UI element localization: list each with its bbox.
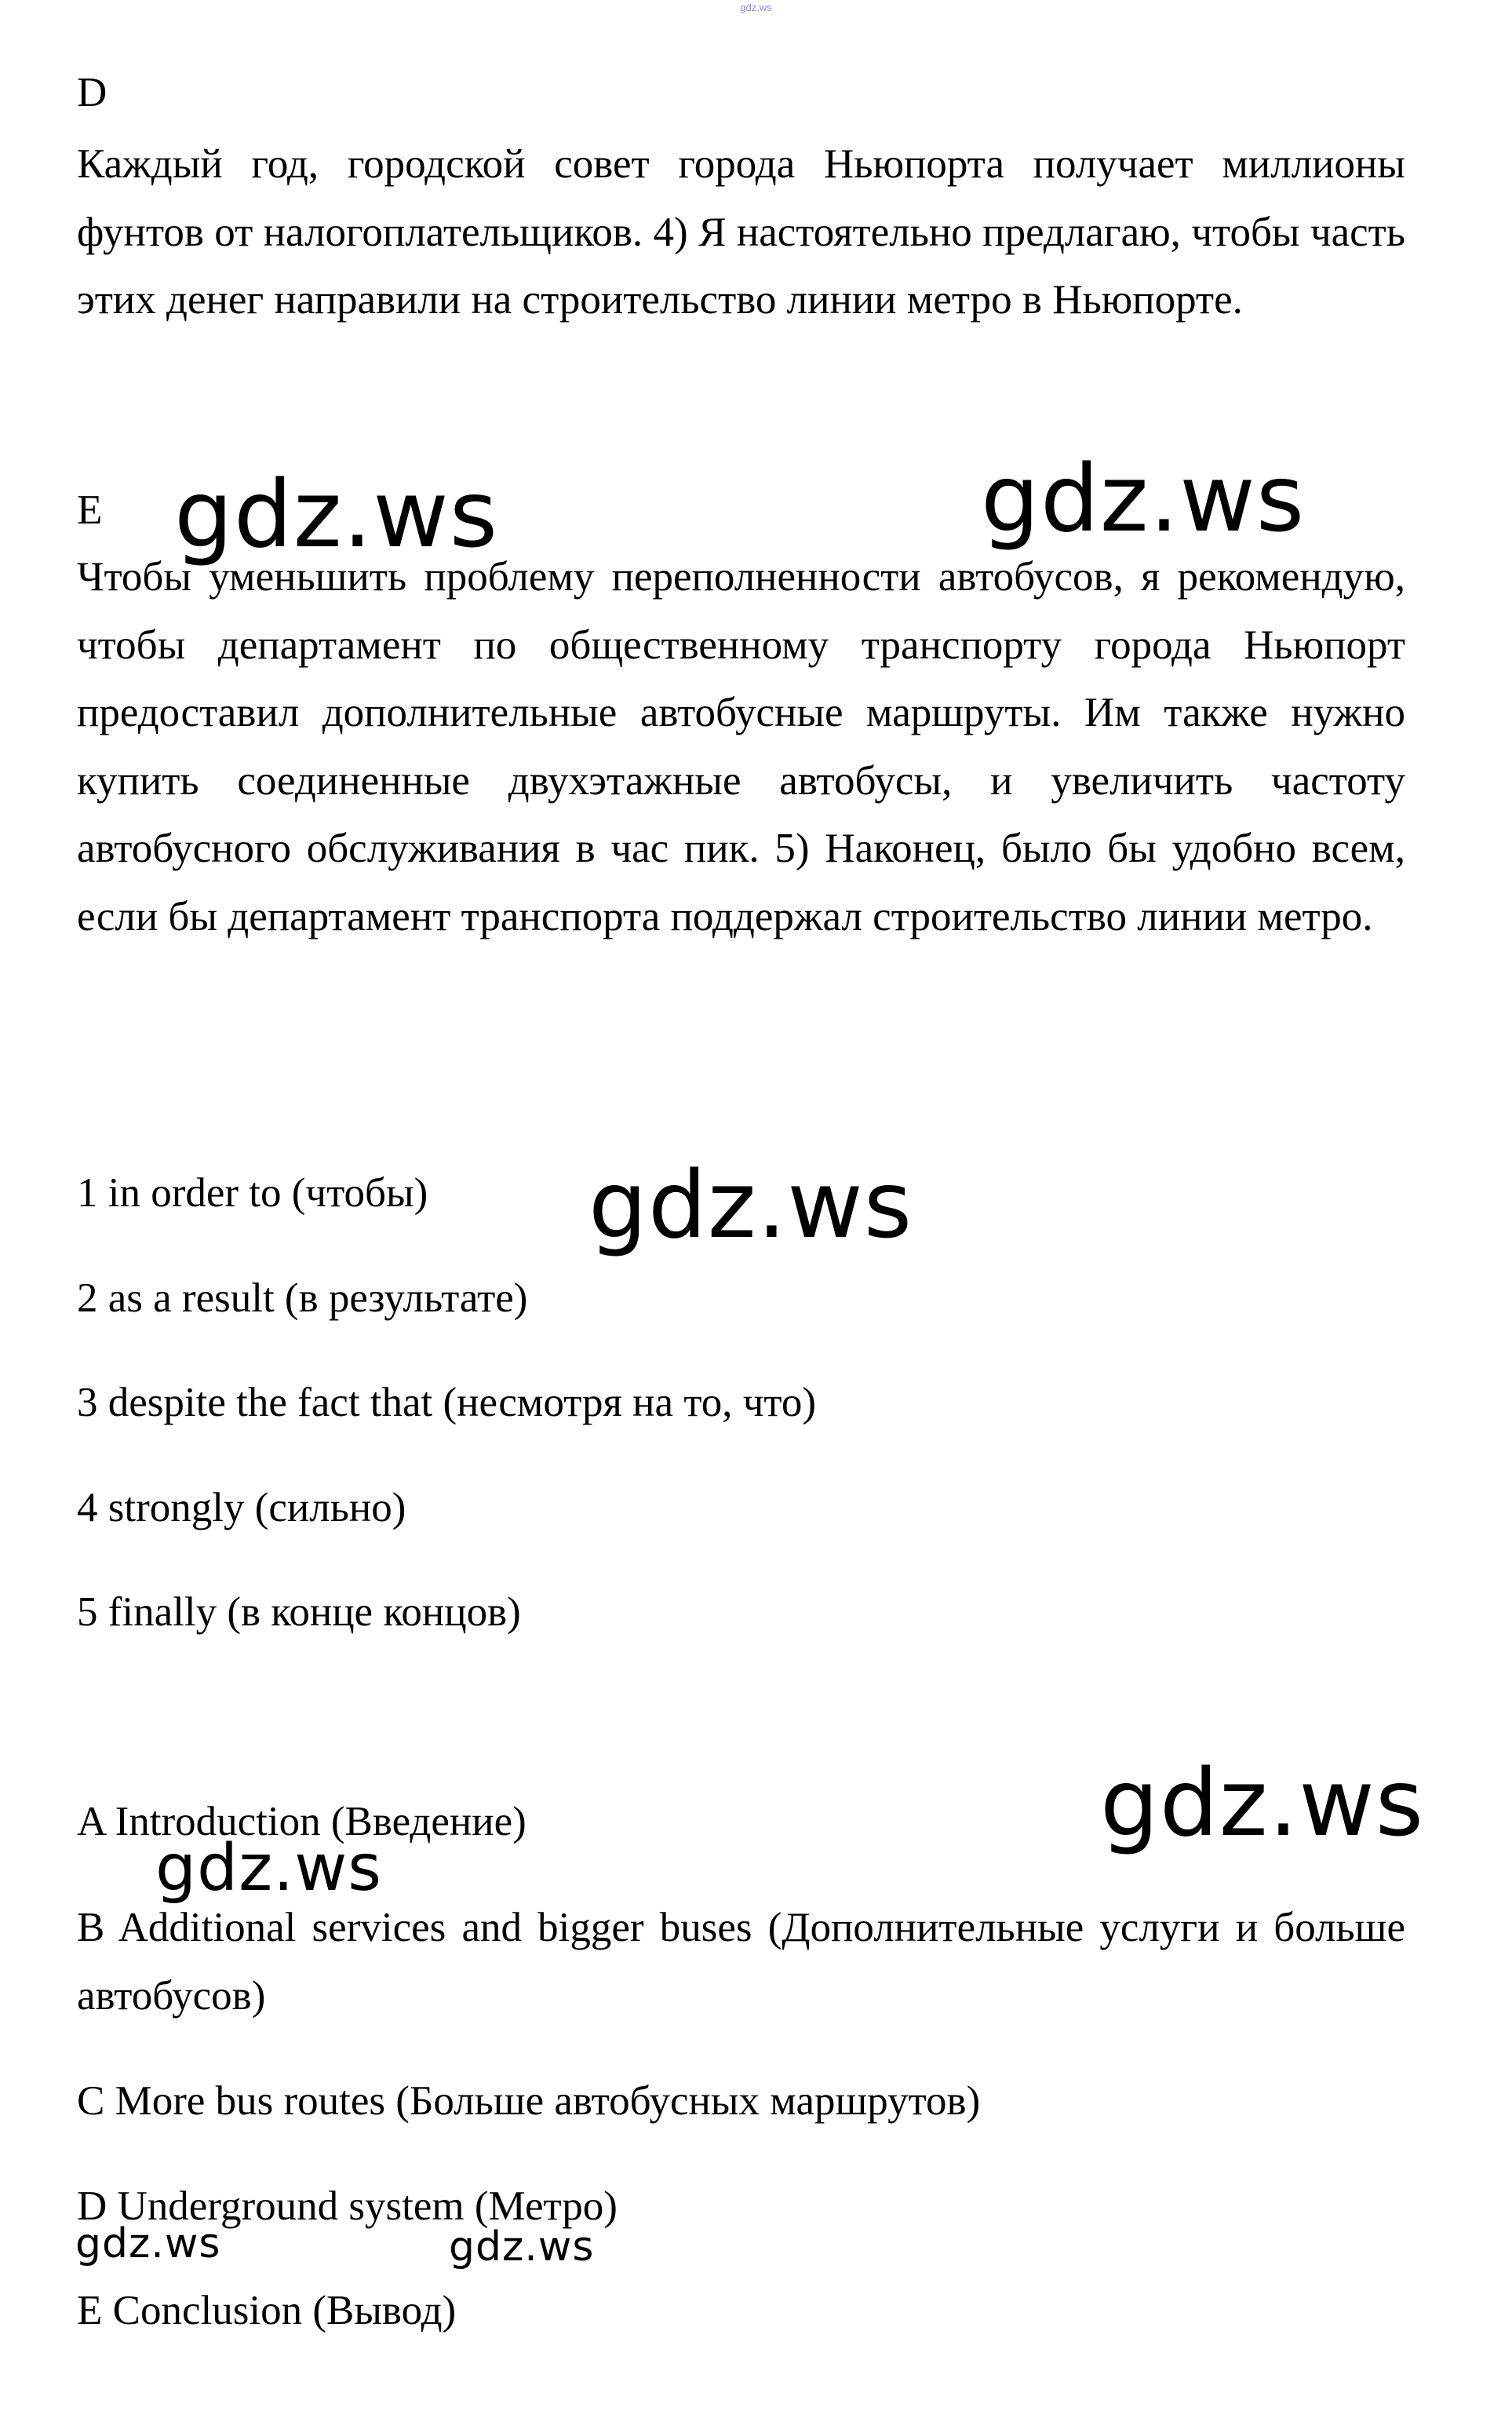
heading-c: C More bus routes (Больше автобусных маршрутов) <box>77 2078 981 2124</box>
section-d-paragraph: Каждый год, городской совет города Ньюпорта получает миллионы фунтов от налогоплательщиков. 4) Я настоятельно предлагаю, чтобы часть этих денег направили на строительство линии метро в Ньюпорте. <box>77 141 1405 323</box>
section-d-letter: D <box>77 70 107 115</box>
watermark: gdz.ws <box>155 1831 382 1906</box>
heading-d: D Underground system (Метро) <box>77 2183 618 2229</box>
top-watermark: gdz.ws <box>740 2 772 13</box>
heading-a: A Introduction (Введение) <box>77 1799 526 1844</box>
linker-item-5: 5 finally (в конце концов) <box>77 1589 521 1635</box>
watermark: gdz.ws <box>981 444 1306 553</box>
linker-item-3: 3 despite the fact that (несмотря на то, что) <box>77 1380 817 1425</box>
linker-item-4: 4 strongly (сильно) <box>77 1485 406 1530</box>
section-e-letter: E <box>77 487 103 533</box>
watermark: gdz.ws <box>1100 1749 1425 1857</box>
linker-item-2: 2 as a result (в результате) <box>77 1275 528 1321</box>
watermark: gdz.ws <box>588 1151 913 1259</box>
linker-item-1: 1 in order to (чтобы) <box>77 1170 428 1216</box>
watermark: gdz.ws <box>75 2220 221 2267</box>
section-e-paragraph: Чтобы уменьшить проблему переполненности автобусов, я рекомендую, чтобы департамент по общественному транспорту города Ньюпорт предоставил дополнительные автобусные маршруты. Им также нужно купить соединенные двухэтажные автобусы, и увеличить частоту автобусного обслуживания в час пик. 5) Наконец, было бы удобно всем, если бы департамент транспорта поддержал строительство линии метро. <box>77 554 1405 939</box>
watermark: gdz.ws <box>174 460 499 568</box>
heading-b: B Additional services and bigger buses (Дополнительные услуги и больше автобусов) <box>77 1905 1405 2019</box>
heading-e: E Conclusion (Вывод) <box>77 2288 457 2333</box>
watermark: gdz.ws <box>449 2223 595 2271</box>
